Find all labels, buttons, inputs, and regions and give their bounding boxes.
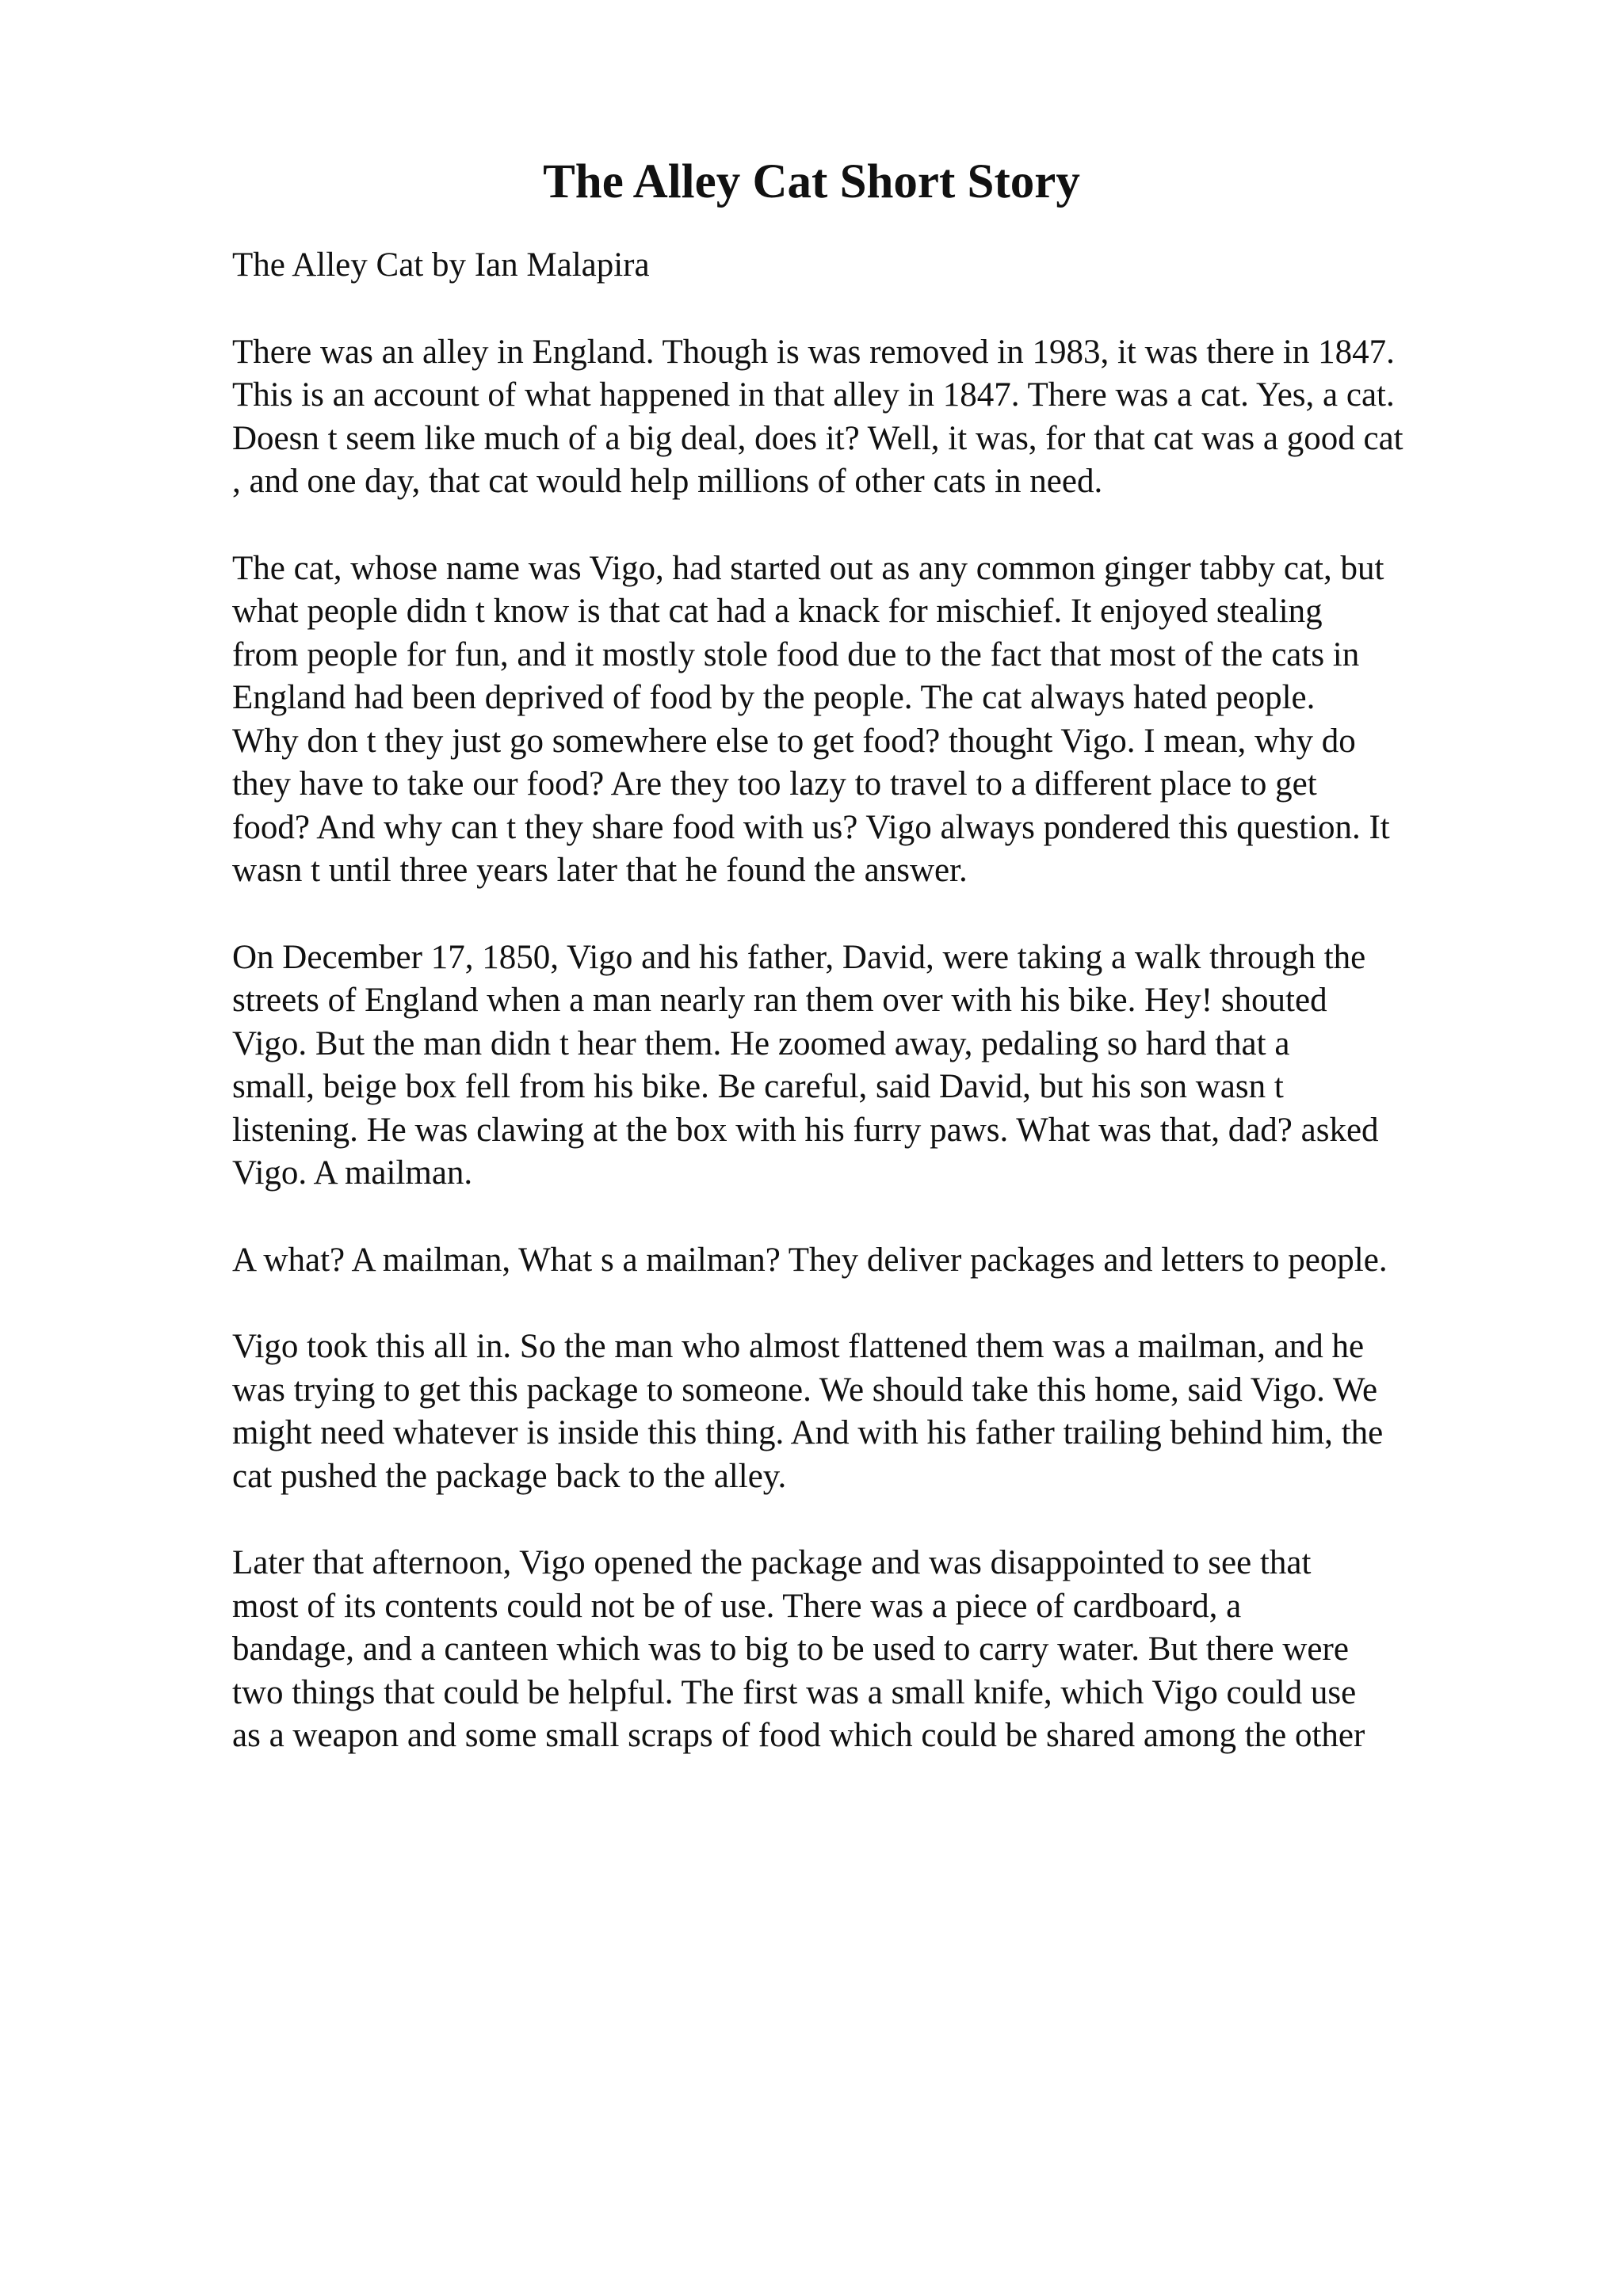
text-line: might need whatever is inside this thing. And with his father trailing behind him, the (232, 1414, 1384, 1451)
text-line: bandage, and a canteen which was to big to be used to carry water. But there were (232, 1630, 1349, 1668)
text-line: cat pushed the package back to the alley. (232, 1457, 787, 1495)
text-line: Later that afternoon, Vigo opened the package and was disappointed to see that (232, 1544, 1312, 1581)
paragraph-5 (232, 1325, 1516, 1498)
text-line: Doesn t seem like much of a big deal, does it? Well, it was, for that cat was a good cat (232, 419, 1403, 457)
text-line: most of its contents could not be of use. There was a piece of cardboard, a (232, 1587, 1242, 1625)
story-content (232, 244, 1516, 1802)
paragraph-3 (232, 936, 1516, 1196)
text-line: as a weapon and some small scraps of food which could be shared among the other (232, 1717, 1365, 1754)
text-line: wasn t until three years later that he found the answer. (232, 852, 968, 889)
text-line: Vigo. A mailman. (232, 1154, 473, 1192)
text-line: food? And why can t they share food with us? Vigo always pondered this question. It (232, 808, 1390, 846)
text-line: what people didn t know is that cat had a knack for mischief. It enjoyed stealing (232, 593, 1323, 630)
text-line: On December 17, 1850, Vigo and his father, David, were taking a walk through the (232, 938, 1366, 976)
text-line: This is an account of what happened in that alley in 1847. There was a cat. Yes, a cat. (232, 376, 1395, 414)
text-line: The cat, whose name was Vigo, had started out as any common ginger tabby cat, but (232, 549, 1384, 587)
text-line: Vigo. But the man didn t hear them. He zoomed away, pedaling so hard that a (232, 1024, 1290, 1062)
text-line: Vigo took this all in. So the man who almost flattened them was a mailman, and he (232, 1328, 1365, 1365)
text-line: , and one day, that cat would help millions of other cats in need. (232, 463, 1103, 500)
text-line: There was an alley in England. Though is was removed in 1983, it was there in 1847. (232, 333, 1395, 371)
text-line: England had been deprived of food by the people. The cat always hated people. (232, 679, 1316, 716)
paragraph-1 (232, 331, 1516, 504)
text-line: was trying to get this package to someone. We should take this home, said Vigo. We (232, 1371, 1378, 1409)
text-line: Why don t they just go somewhere else to get food? thought Vigo. I mean, why do (232, 722, 1356, 760)
text-line: A what? A mailman, What s a mailman? They deliver packages and letters to people. (232, 1241, 1388, 1279)
story-byline: The Alley Cat by Ian Malapira (232, 246, 650, 284)
text-line: from people for fun, and it mostly stole food due to the fact that most of the cats in (232, 635, 1360, 673)
paragraph-2 (232, 547, 1516, 893)
paragraph-4 (232, 1239, 1516, 1283)
text-line: streets of England when a man nearly ran them over with his bike. Hey! shouted (232, 982, 1327, 1019)
paragraph-6 (232, 1542, 1516, 1758)
page-title: The Alley Cat Short Story (543, 155, 1080, 208)
text-line: listening. He was clawing at the box with his furry paws. What was that, dad? asked (232, 1111, 1379, 1149)
text-line: two things that could be helpful. The first was a small knife, which Vigo could use (232, 1673, 1357, 1711)
text-line: small, beige box fell from his bike. Be careful, said David, but his son wasn t (232, 1068, 1284, 1105)
text-line: they have to take our food? Are they too lazy to travel to a different place to get (232, 765, 1317, 803)
